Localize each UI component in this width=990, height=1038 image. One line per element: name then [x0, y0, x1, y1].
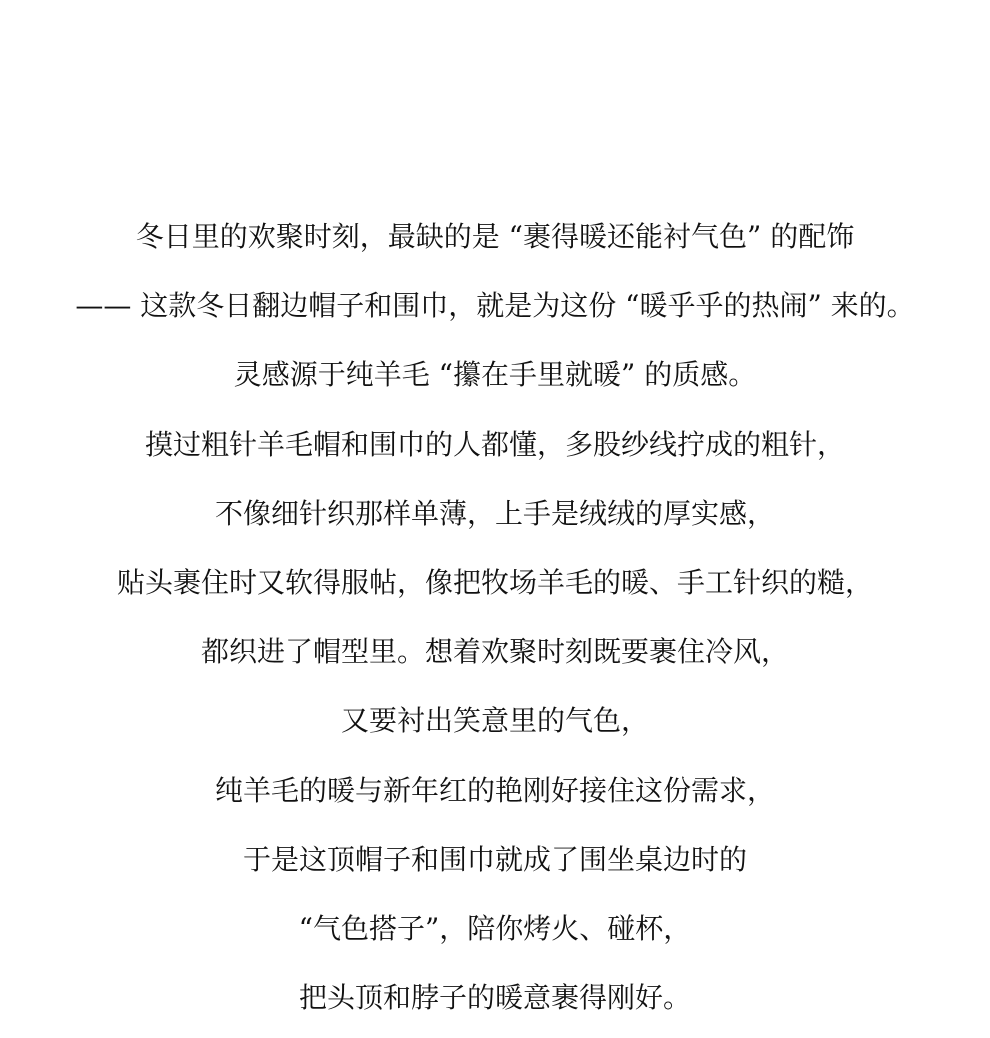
description-line: 不像细针织那样单薄，上手是绒绒的厚实感，: [214, 496, 775, 530]
description-line: 都织进了帽型里。想着欢聚时刻既要裹住冷风，: [200, 635, 789, 669]
description-line: 于是这顶帽子和围巾就成了围坐桌边时的: [242, 842, 747, 876]
description-line: 灵感源于纯羊毛 “攥在手里就暖” 的质感。: [233, 358, 757, 392]
description-line: 摸过粗针羊毛帽和围巾的人都懂，多股纱线拧成的粗针，: [144, 427, 845, 461]
description-line: 把头顶和脖子的暖意裹得刚好。: [298, 981, 691, 1015]
description-line: 纯羊毛的暖与新年红的艳刚好接住这份需求，: [214, 773, 775, 807]
description-line: —— 这款冬日翻边帽子和围巾，就是为这份 “暖乎乎的热闹” 来的。: [75, 289, 915, 323]
description-line: 冬日里的欢聚时刻，最缺的是 “裹得暖还能衬气色” 的配饰: [135, 220, 855, 253]
product-description: [0, 202, 990, 1032]
description-line: 贴头裹住时又软得服帖，像把牧场羊毛的暖、手工针织的糙，: [116, 565, 873, 599]
description-line: 又要衬出笑意里的气色，: [340, 704, 649, 738]
description-line: “气色搭子”，陪你烤火、碰杯，: [298, 911, 692, 945]
